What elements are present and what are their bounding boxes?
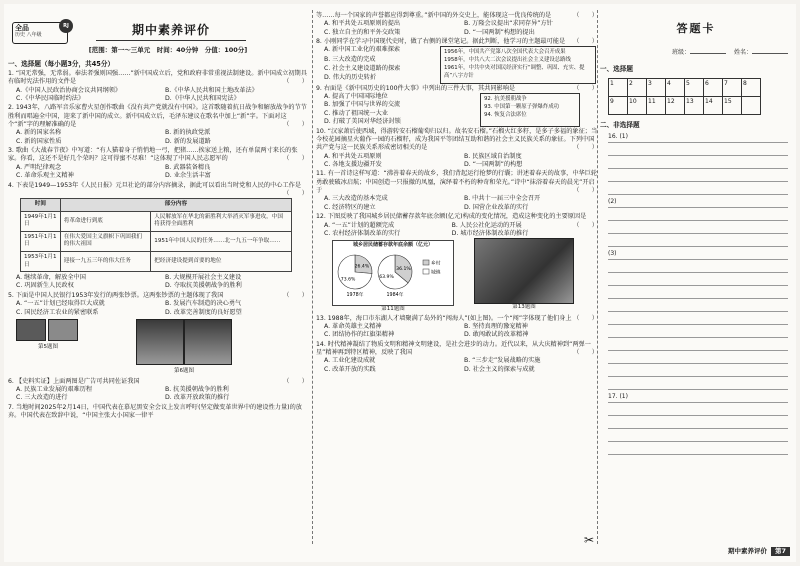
- q4-table: 时间 部分内容 1949年1月1日 将革命进行到底 人民解放军在华北的新胜利大举消灭军事进攻，中国将获得全面胜利 1951年1月1日 在伟大爱国主义旗帜下巩固我们的伟大祖国 1951年中国人民的任务……北一九五一年争取…… 1953年1月1日 迎接一九五三年的伟大任务 把经济建设提到首要的地位: [20, 198, 292, 272]
- option-d: D. 敢闯敢试的改革精神: [464, 331, 529, 339]
- answer-cell[interactable]: 2: [628, 78, 647, 96]
- option-a: A. 民族工业发展的艰难历程: [16, 386, 93, 394]
- answer-line[interactable]: [608, 234, 788, 247]
- question-13: 13. 1988年，海口市东湖人才墙聚满了岛外的“闯海人”(如上图)。一个“闯”字体现了他们身上 （ ） A. 革命英雄主义精神 B. 坚持真理的豫宠精神 C. 团结协作的红旗渠精神 D. 敢闯敢试的改革精神: [316, 314, 598, 339]
- option-b: B. 发展汽车制造的决心勇气: [165, 300, 242, 308]
- option-b: B.《中华人民共和国土地改革法》: [165, 86, 258, 94]
- option-a: A. “一五”计划的超额完成: [324, 221, 395, 229]
- option-d: D.《中华人民共和国宪法》: [165, 94, 240, 102]
- answer-line[interactable]: [608, 286, 788, 299]
- legend-label: 城镇: [431, 270, 441, 276]
- advertisement-image: [184, 319, 232, 365]
- column-divider: [312, 10, 313, 544]
- option-a: A. 新中国工业化的艰难探索: [324, 46, 401, 54]
- scissors-icon: ✂: [584, 533, 595, 547]
- option-b: B. 大规模开展社会主义建设: [165, 274, 242, 282]
- savings-pie-chart: [332, 240, 454, 306]
- answer-line[interactable]: [608, 364, 788, 377]
- option-c: C. 社会主义建设道路的探索: [324, 65, 401, 73]
- answer-cell[interactable]: 1: [609, 78, 628, 96]
- brand-subject: 历史 八年级: [15, 32, 42, 39]
- figure-11: 城乡居民储蓄存款年底余额（亿元） 26.4% 73.6% 1978年 36.1% 63.9% 1984年 乡村 城镇 第11题图: [332, 238, 454, 313]
- banknote-image: [48, 319, 78, 341]
- option-c: C. 经济特区的建立: [324, 203, 376, 211]
- answer-line[interactable]: [608, 260, 788, 273]
- option-d: D. 城市经济体制改革的推行: [451, 229, 529, 237]
- answer-line[interactable]: [608, 442, 788, 455]
- question-1: 1. “国无常强，无常弱。奉法者强则国强……”新中国成立后，党和政府非常重视法制建设。新中国成立初期具有临时宪法作用的文件是 （ ） A.《中国人民政治协商会议共同纲领》 B.《中华人民共和国土地改革法》 C.《中华民国临时约法》 D.《中华人民共和国宪法》: [8, 69, 308, 102]
- question-12: 12. 下图反映了我国城乡居民储蓄存款年底余额(亿元)构成的变化情况，造成这种变化的主要原因是 （ ） A. “一五”计划的超额完成 B. 人民公社化运动的开展 C. 农村经济体制改革的实行 D. 城市经济体制改革的推行: [316, 213, 598, 237]
- question-9: 9. 右面是《新中国历史的100件大事》中列出的三件大事，其共同影响是 （ ） A. 提高了中国国际地位 B. 加强了中国与世界的交流 C. 推动了祖国统一大业 D. 打破了美国对华经济封锁 92. 抗美援朝战争 93. 中国第一颗原子弹爆炸成功 94. 恢复合法席位: [316, 84, 598, 126]
- option-a: A. 提高了中国国际地位: [324, 93, 388, 101]
- option-d: D. 新的发展道路: [165, 137, 211, 145]
- haikou-photo: [474, 238, 574, 304]
- option-d: D. 业余生活丰富: [165, 172, 211, 180]
- legend-label: 乡村: [431, 261, 441, 267]
- answer-cell[interactable]: 14: [704, 96, 723, 114]
- choice-grid: [608, 78, 761, 115]
- question-8: 8. 小刚同学在学习中国现代史时，做了右侧的课堂笔记。据此判断，他学习的主题最可能是 （ ） A. 新中国工业化的艰难探索 B. 三大改造的完成 C. 社会主义建设道路的探索 D. 伟大的历史转折 1956年，中国共产党第八次全国代表大会召开成果 1958年，中共八大二次会议提出社会主义建设总路线 1961年，中共中央对国民经济实行“调整、巩固、充实、提高”八字方针: [316, 38, 598, 84]
- option-b: B. 加强了中国与世界的交流: [324, 101, 401, 109]
- question-10: 10. “汉家萧后使西域，得游转安石榴葡萄归以归。故名安石榴。”石榴火红多籽，是多子多福的象征；当今校花园摘星火葡作一园的石榴籽，成为我国平等团结互助和谐的社会主义民族关系的象征。下列中国共产党与这一民族关系形成密切相关的是 （ ） A. 和平共处五项原则 B. 民族区域自治制度 C. 各地支援边疆开发 D. “一国两制”的构想: [316, 127, 598, 168]
- legend-swatch: [423, 260, 429, 265]
- option-d: D. 伟大的历史转折: [324, 74, 377, 82]
- slice-label: 36.1%: [396, 267, 411, 273]
- cut-line: [597, 10, 598, 544]
- answer-cell[interactable]: [742, 96, 761, 114]
- page-number: 第7: [771, 547, 790, 556]
- option-b: B. 中共十一届三中全会召开: [464, 195, 541, 203]
- option-d: D. 夺取抗美援朝战争的胜利: [165, 282, 242, 290]
- answer-line[interactable]: [608, 208, 788, 221]
- option-b: B. 武器装备精良: [165, 163, 211, 171]
- option-b: B. 三大改造的完成: [324, 55, 376, 63]
- option-b: B. 新的执政党派: [165, 129, 211, 137]
- answer-cell[interactable]: 12: [666, 96, 685, 114]
- option-a: A. 新的国家名称: [16, 129, 62, 137]
- slice-label: 73.6%: [340, 277, 356, 283]
- card-section-open: 二、非选择题: [600, 120, 640, 129]
- pie-caption: 1978年: [346, 293, 364, 299]
- option-a: A. “一五”计划已经取得巨大成就: [16, 300, 105, 308]
- answer-line[interactable]: [608, 325, 788, 338]
- option-c: C. 农村经济体制改革的实行: [324, 229, 401, 237]
- option-c: C. 新的国家性质: [16, 137, 62, 145]
- option-b: B. “三步走”发展战略的实施: [464, 357, 541, 365]
- option-b: B. 民族区域自治制度: [464, 152, 522, 160]
- answer-line[interactable]: [608, 416, 788, 429]
- answer-line[interactable]: [608, 403, 788, 416]
- answer-cell[interactable]: 7: [723, 78, 742, 96]
- option-a: A. 革命英雄主义精神: [324, 323, 382, 330]
- question-14: 14. 时代精神凝结了物质文明和精神文明建设，是社会进步的动力。近代以来，从大庆精神到“两弹一星”精神再到特区精神，反映了我国 （ ） A. 工业化建设成就 B. “三步走”发展战略的实施 C. 改革开放的实践 D. 社会主义的探索与成就: [316, 340, 598, 373]
- option-c: C. 革命乐观主义精神: [16, 172, 74, 180]
- option-a: A. 三大改造的基本完成: [324, 195, 388, 203]
- option-c: C. 国民经济工农业的紧密联系: [16, 308, 99, 316]
- option-d: D. “一国两制”的构想: [464, 160, 523, 168]
- slice-label: 26.4%: [354, 264, 370, 270]
- option-d: D. 改革开放政策的推行: [165, 394, 230, 402]
- option-c: C. 巩固新生人民政权: [16, 282, 74, 290]
- option-d: D. 国营企业改革的实行: [464, 203, 529, 211]
- answer-line[interactable]: [608, 351, 788, 364]
- answer-card: [600, 4, 792, 455]
- figure-6: 第6题图: [136, 319, 232, 376]
- figure-13: 第13题图: [474, 238, 574, 313]
- answer-line[interactable]: 16. (1): [608, 130, 788, 143]
- option-a: A. 和平共处五项原则的提出: [324, 20, 401, 28]
- answer-cell[interactable]: 6: [704, 78, 723, 96]
- answer-line[interactable]: [608, 143, 788, 156]
- question-4: 4. 下表是1949—1953年《人民日报》元旦社论的部分内容摘录，据此可以看出当时党和人民的中心工作是 （ ） 时间 部分内容 1949年1月1日 将革命进行到底 人民解放军在华北的新胜利大举消灭军事进攻，中国将获得全面胜利 1951年1月1日 在伟大爱国主义旗帜下巩固我们的伟大祖国 1951年中国人民的任务……北一九五一年争取…… 1953年1月1日 迎接一九五三年的伟大任务 把经济建设提到首要的地位 A. 继续革命，解放全中国 B. 大规模开展社会主义建设 C. 巩固新生人民政权 D. 夺取抗美援朝战争的胜利: [8, 181, 308, 290]
- option-d: D. 社会主义的探索与成就: [464, 365, 535, 373]
- option-b: B. 抗美援朝战争的胜利: [165, 386, 229, 394]
- figure-row-2: [332, 238, 598, 313]
- option-b: B. 坚持真理的豫宠精神: [464, 323, 528, 330]
- exam-meta: [范围：第一～三单元 时间：40分钟 分值：100分]: [88, 46, 248, 54]
- page-title: 期中素养评价: [96, 22, 246, 41]
- answer-line[interactable]: 17. (1): [608, 390, 788, 403]
- figure-5: 第5题图: [16, 319, 80, 376]
- answer-cell[interactable]: 4: [666, 78, 685, 96]
- answer-line[interactable]: [608, 169, 788, 182]
- answer-line[interactable]: [608, 299, 788, 312]
- option-c: C. 独立自主的和平外交政策: [324, 28, 401, 36]
- answer-line[interactable]: [608, 273, 788, 286]
- answer-line[interactable]: [608, 312, 788, 325]
- column-middle: 等……每一个国家的声誉都应得到尊重。”新中国的外交史上，能体现这一优良传统的是 （ ） A. 和平共处五项原则的提出 B. 万隆会议提出“求同存异”方针 C. 独立自主的和平外交政策 D. “一国两制”构想的提出 8. 小刚同学在学习中国现代史时，做了右侧的课堂笔记。据此判断，他学习的主题最可能是 （ ） A. 新中国工业化的艰难探索 B. 三大改造的完成 C. 社会主义建设道路的探索 D. 伟大的历史转折 1956年，中国共产党第八次全国代表大会召开成果 1958年，中共八大二次会议提出社会主义建设总路线 1961年，中共中央对国民经济实行“调整、巩固、充实、提高”八字方针 9. 右面是《新中国历史的100件大事》中列出的三件大事，其共同影响是 （ ） A. 提高了中国国际地位 B. 加强了中国与世界的交流 C. 推动了祖国统一大业 D. 打破了美国对华经济封锁 92. 抗美援朝战争 93. 中国第一颗原子弹爆炸成功 94. 恢复合法席位 10. “汉家萧后使西域，得游转安石榴葡萄归以归。故名安石榴。”石榴火红多籽，是多子多福的象征；当今校花园摘星火葡作一园的石榴籽，成为我国平等团结互助和谐的社会主义民族关系的象征。下列中国共产党与这一民族关系形成密切相关的是 （ ） A. 和平共处五项原则 B. 民族区域自治制度 C. 各地支援边疆开发 D. “一国两制”的构想 11. 有一首诗这样写道：“沸善着春天的故乡，我们背起运行抢梦的行囊；讲述着春天的故事，中华巨轮勇敢驶破冰启航；中国创造一只报撤的凤凰，演绎着不朽的种奇和荣光。”诗中“抹浴着春天的晨光”开启于 （ ） A. 三大改造的基本完成 B. 中共十一届三中全会召开 C. 经济特区的建立 D. 国营企业改革的实行 12. 下图反映了我国城乡居民储蓄存款年底余额(亿元)构成的变化情况，造成这种变化的主要原因是 （ ） A. “一五”计划的超额完成 B. 人民公社化运动的开展 C. 农村经济体制改革的实行 D. 城市经济体制改革的推行 城乡居民储蓄存款年底余额（亿元） 26.4% 73.6% 1978年 36.1% 63.9% 1984年 乡村 城镇 第11题图 第13题图 13. 1988年，海口市东湖人才墙聚满了岛外的“闯海人”(如上图)。一个“闯”字体现了他们身上 （ ） A. 革命英雄主义精神 B. 坚持真理的豫宠精神 C. 团结协作的红旗渠精神 D. 敢闯敢试的改革精神 14. 时代精神凝结了物质文明和精神文明建设，是社会进步的动力。近代以来，从大庆精神到“两弹一星”精神再到特区精神，反映了我国 （ ） A. 工业化建设成就 B. “三步走”发展战略的实施 C. 改革开放的实践 D. 社会主义的探索与成就: [316, 12, 598, 373]
- brand-name: 全品: [15, 24, 29, 32]
- answer-cell[interactable]: 9: [609, 96, 628, 114]
- advertisement-image: [136, 319, 184, 365]
- option-a: A.《中国人民政治协商会议共同纲领》: [16, 86, 122, 94]
- option-c: C. 三大改造的进行: [16, 394, 68, 402]
- card-meta: 班级： 姓名：: [600, 49, 792, 57]
- option-c: C.《中华民国临时约法》: [16, 94, 85, 102]
- answer-line[interactable]: [608, 156, 788, 169]
- events-box: 92. 抗美援朝战争 93. 中国第一颗原子弹爆炸成功 94. 恢复合法席位: [480, 93, 580, 126]
- brand-badge: RJ: [59, 19, 73, 33]
- column-left: [8, 60, 308, 421]
- option-c: C. 各地支援边疆开发: [324, 160, 382, 168]
- option-b: B. 万隆会议提出“求同存异”方针: [464, 20, 553, 28]
- option-c: C. 团结协作的红旗渠精神: [324, 331, 395, 339]
- card-section-choice: 一、选择题: [600, 64, 633, 73]
- exam-page: [4, 4, 796, 562]
- pie-caption: 1984年: [386, 293, 404, 299]
- question-6: 6. 【史料实证】上面两图是广告可共同佐证我国 （ ） A. 民族工业发展的艰难历程 B. 抗美援朝战争的胜利 C. 三大改造的进行 D. 改革开放政策的推行: [8, 377, 308, 402]
- option-a: A. 和平共处五项原则: [324, 152, 382, 160]
- question-7: 7. 当地时间2025年2月14日，中国代表在慕尼黑安全会议上发言呼吁(坚定做变革世界中的建设性力量)的放弃。中国代表在致辞中说，“中国主张大小国家一律平: [8, 403, 302, 420]
- option-a: A. 继续革命，解放全中国: [16, 274, 86, 282]
- option-d: D. “一国两制”构想的提出: [464, 28, 535, 36]
- answer-cell[interactable]: 5: [685, 78, 704, 96]
- answer-cell[interactable]: 13: [685, 96, 704, 114]
- answer-cell[interactable]: 3: [647, 78, 666, 96]
- question-11: 11. 有一首诗这样写道：“沸善着春天的故乡，我们背起运行抢梦的行囊；讲述着春天的故事，中华巨轮勇敢驶破冰启航；中国创造一只报撤的凤凰，演绎着不朽的种奇和荣光。”诗中“抹浴着春天的晨光”开启于 （ ） A. 三大改造的基本完成 B. 中共十一届三中全会召开 C. 经济特区的建立 D. 国营企业改革的实行: [316, 170, 598, 211]
- legend-swatch: [423, 269, 429, 274]
- page-footer: 期中素养评价 第7: [728, 547, 790, 556]
- slice-label: 63.9%: [379, 275, 394, 281]
- answer-cell[interactable]: 10: [628, 96, 647, 114]
- card-title: 答题卡: [676, 22, 716, 35]
- pie-svg: [333, 250, 453, 306]
- figure-row: [16, 319, 308, 376]
- option-d: D. 打破了美国对华经济封锁: [324, 118, 401, 126]
- question-5: 5. 下面是中国人民银行1953年发行的两张钞票。这两张钞票的主题体现了我国 （ ） A. “一五”计划已经取得巨大成就 B. 发展汽车制造的决心勇气 C. 国民经济工农业的紧密联系 D. 改革完善制度的良好愿望: [8, 291, 308, 316]
- option-d: D. 改革完善制度的良好愿望: [165, 308, 242, 316]
- options: [8, 87, 308, 104]
- option-a: A. 工业化建设成就: [324, 357, 376, 365]
- question-3: 3. 歌曲《大战春节夜》中写道：“有人猫着身子悄悄地一弓，把猪……挨家送上粮，还有单鼠两寸来长的张家。你看，这还不是好几个荣吗？这可得蜜不尽难！”这体现了中国人民志愿军的 （ ） A. 严明纪律观念 B. 武器装备精良 C. 革命乐观主义精神 D. 业余生活丰富: [8, 147, 308, 180]
- answer-line[interactable]: [608, 429, 788, 442]
- answer-line[interactable]: [608, 221, 788, 234]
- banknote-image: [16, 319, 46, 341]
- class-notes: 1956年，中国共产党第八次全国代表大会召开成果 1958年，中共八大二次会议提出社会主义建设总路线 1961年，中共中央对国民经济实行“调整、巩固、充实、提高”八字方针: [440, 46, 596, 83]
- section-title: 一、选择题（每小题3分，共45分）: [8, 60, 115, 68]
- answer-cell[interactable]: 11: [647, 96, 666, 114]
- option-c: C. 改革开放的实践: [324, 365, 376, 373]
- answer-line[interactable]: [608, 338, 788, 351]
- chart-title: 城乡居民储蓄存款年底余额（亿元）: [352, 242, 433, 249]
- option-c: C. 推动了祖国统一大业: [324, 109, 388, 117]
- answer-cell[interactable]: 8: [742, 78, 761, 96]
- answer-line[interactable]: [608, 377, 788, 390]
- brand-logo: [12, 22, 68, 44]
- option-a: A. 严明纪律观念: [16, 163, 62, 171]
- question-2: 2. 1943年，八路军音乐家曹火星创作歌曲《没有共产党就没有中国》。这首歌随着抗日战争和解放战争的节节胜利而唱遍全中国，迎来了新中国的成立。新中国成立后，毛泽东建议在歌名中加上“新”字。下面对这个“新”字的理解准确的是 （ ） A. 新的国家名称 B. 新的执政党派 C. 新的国家性质 D. 新的发展道路: [8, 104, 308, 145]
- option-b: B. 人民公社化运动的开展: [451, 221, 522, 229]
- answer-line[interactable]: [608, 182, 788, 195]
- answer-line[interactable]: (3): [608, 247, 788, 260]
- answer-cell[interactable]: 15: [723, 96, 742, 114]
- answer-line[interactable]: (2): [608, 195, 788, 208]
